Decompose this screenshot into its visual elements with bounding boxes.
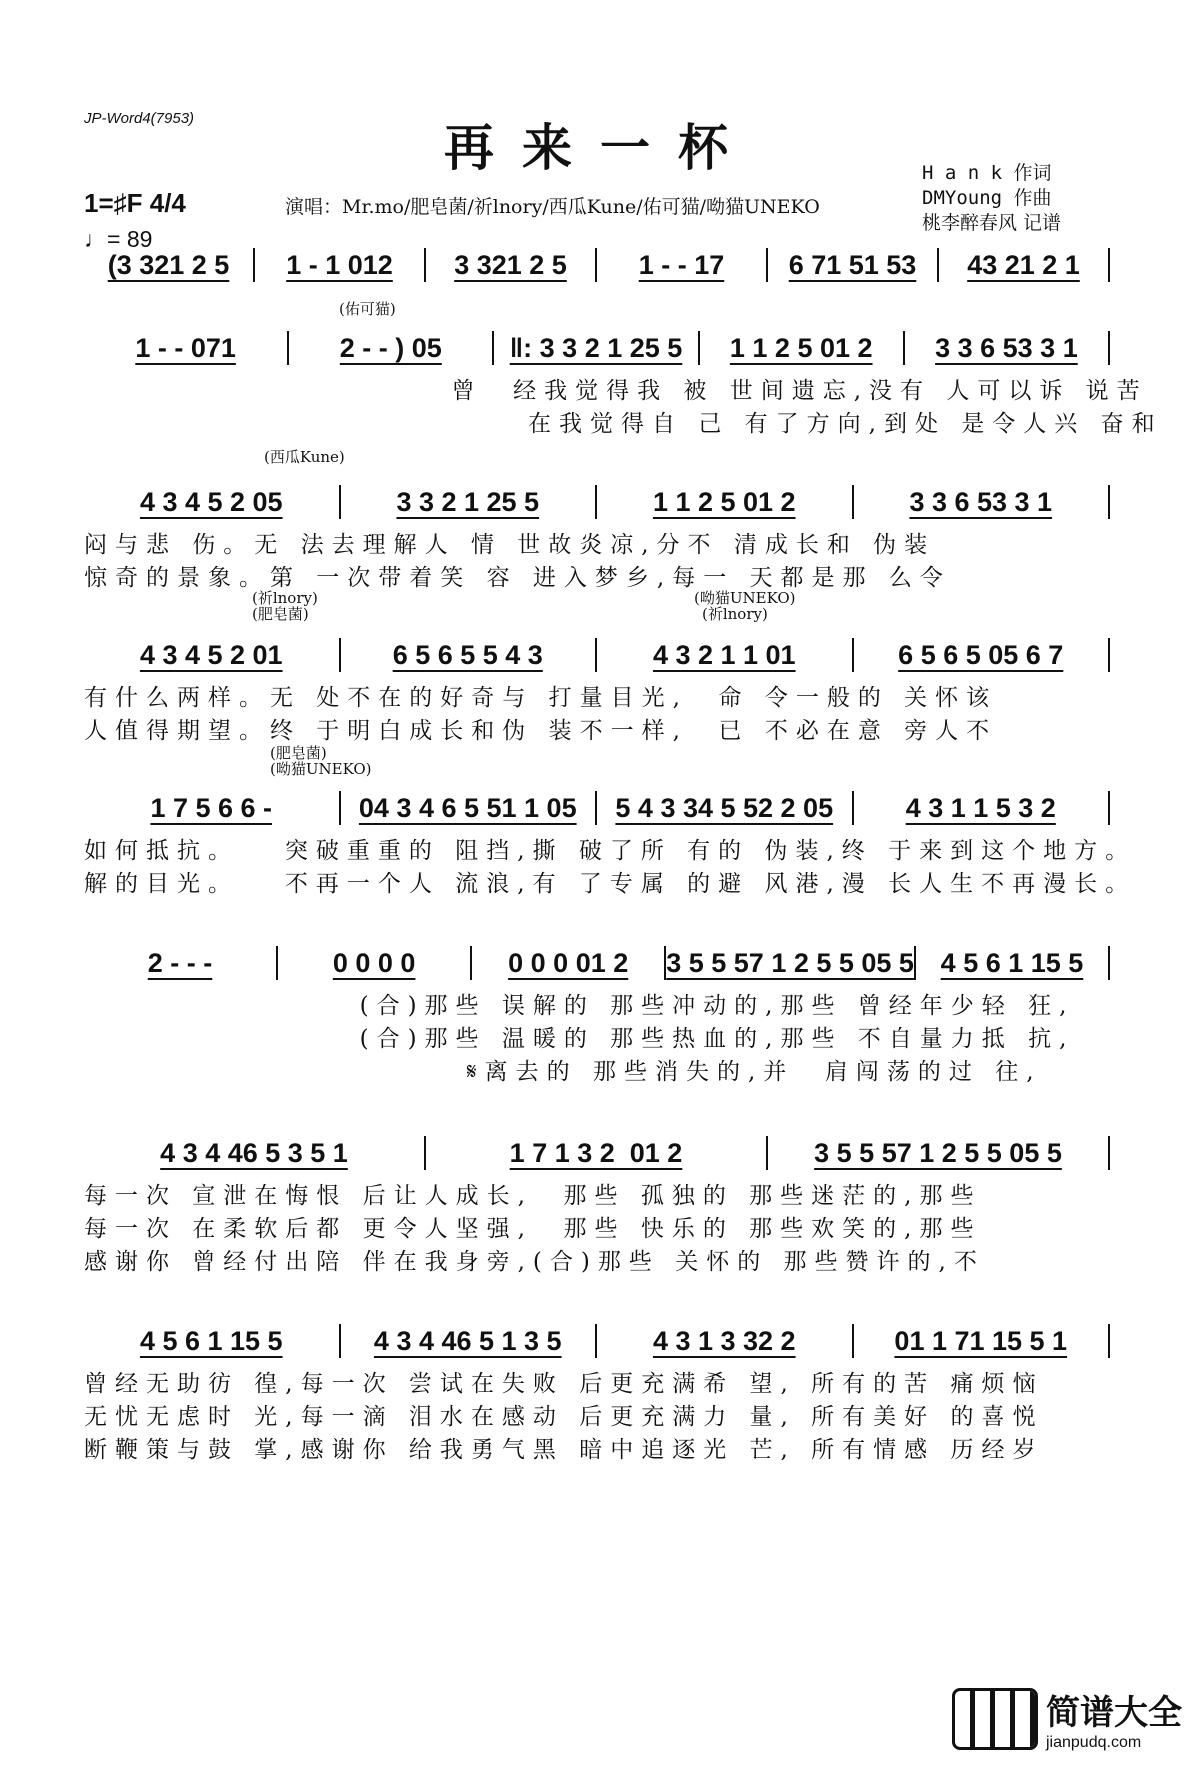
source-label: JP-Word4(7953) xyxy=(84,110,195,127)
lyric-line: 无忧无虑时 光,每一滴 泪水在感动 后更充满力 量, 所有美好 的喜悦 xyxy=(84,1404,1044,1430)
measure: 6 5 6 5 05 6 7 xyxy=(898,639,1064,670)
measure: 4 3 4 46 5 1 3 5 xyxy=(373,1325,562,1356)
singer-annotation: (呦猫UNEKO) xyxy=(694,589,796,607)
singer-annotation: (西瓜Kune) xyxy=(264,448,345,466)
lyric-line: 如何抵抗。 突破重重的 阻挡,撕 破了所 有的 伪装,终 于来到这个地方。 xyxy=(84,838,1137,864)
score-row xyxy=(84,300,1163,437)
notation-line xyxy=(84,328,1110,368)
tempo: ♩= 89 xyxy=(84,226,153,252)
song-title: 再来一杯 xyxy=(444,118,756,177)
lyric-line: 感谢你 曾经付出陪 伴在我身旁,(合)那些 关怀的 那些赞许的,不 xyxy=(84,1249,985,1275)
bar-line xyxy=(1108,248,1110,282)
measure: 6 5 6 5 5 4 3 xyxy=(392,639,543,670)
lyric-line: 曾 经我觉得我 被 世间遗忘,没有 人可以诉 说苦 xyxy=(84,378,1148,404)
notation-line xyxy=(84,788,1110,828)
measure: 4 5 6 1 15 5 xyxy=(139,1325,283,1356)
measure: 4 3 1 3 32 2 xyxy=(652,1325,796,1356)
measure: 01 1 71 15 5 1 xyxy=(894,1325,1068,1356)
logo-url: jianpudq.com xyxy=(1046,1734,1142,1751)
score-row xyxy=(84,1133,1110,1275)
singer-annotation: (肥皂菌) xyxy=(270,744,327,762)
lyric-line: 解的目光。 不再一个人 流浪,有 了专属 的避 风港,漫 长人生不再漫长。 xyxy=(84,871,1137,897)
measure: ‖: 3 3 2 1 25 5 xyxy=(509,332,683,363)
score-row xyxy=(84,943,1110,1085)
measure: 0 0 0 0 xyxy=(332,947,416,978)
measure: 1 7 1 3 2 01 2 xyxy=(509,1137,683,1168)
measure: 1 1 2 5 01 2 xyxy=(729,332,873,363)
bar-line xyxy=(1108,791,1110,825)
score-row xyxy=(84,744,1137,897)
logo-text: 简谱大全 xyxy=(1046,1694,1182,1732)
bar-line xyxy=(1108,946,1110,980)
measure: 3 5 5 57 1 2 5 5 05 5 xyxy=(814,1137,1062,1168)
measure: 4 3 2 1 1 01 xyxy=(652,639,796,670)
singer-annotation: (肥皂菌) xyxy=(252,605,309,623)
score-row xyxy=(84,589,1110,744)
piano-icon xyxy=(952,1688,1038,1750)
site-logo xyxy=(952,1685,1182,1752)
measure: 3 5 5 57 1 2 5 5 05 5 xyxy=(666,947,914,978)
measure: 6 71 51 53 xyxy=(788,249,917,280)
notation-line xyxy=(84,1133,1110,1173)
measure: 5 4 3 34 5 52 2 05 xyxy=(615,792,834,823)
measure: 4 3 4 46 5 3 5 1 xyxy=(160,1137,348,1168)
measure: 4 3 1 1 5 3 2 xyxy=(905,792,1056,823)
lyric-line: 每一次 在柔软后都 更令人坚强, 那些 快乐的 那些欢笑的,那些 xyxy=(84,1216,982,1242)
singers: 演唱：Mr.mo/肥皂菌/祈lnory/西瓜Kune/佑可猫/呦猫UNEKO xyxy=(285,196,820,218)
lyricist: H a n k 作词 xyxy=(922,162,1052,184)
measure: 1 - 1 012 xyxy=(286,249,393,280)
notation-line xyxy=(84,482,1110,522)
measure: 43 21 2 1 xyxy=(967,249,1080,280)
notation-line xyxy=(84,635,1110,675)
measure: 1 - - 17 xyxy=(638,249,725,280)
lyric-line: (合)那些 温暖的 那些热血的,那些 不自量力抵 抗, xyxy=(84,1026,1075,1052)
lyric-line: 惊奇的景象。第 一次带着笑 容 进入梦乡,每一 天都是那 么令 xyxy=(84,565,951,591)
lyric-line: 在我觉得自 己 有了方向,到处 是令人兴 奋和 xyxy=(84,411,1163,437)
bar-line xyxy=(1108,485,1110,519)
lyric-line: 曾经无助彷 徨,每一次 尝试在失败 后更充满希 望, 所有的苦 痛烦恼 xyxy=(84,1371,1044,1397)
measure: 0 0 0 01 2 xyxy=(508,947,629,978)
measure: 04 3 4 6 5 51 1 05 xyxy=(358,792,577,823)
lyric-line: 有什么两样。无 处不在的好奇与 打量目光, 命 令一般的 关怀该 xyxy=(84,685,998,711)
composer: DMYoung 作曲 xyxy=(922,187,1052,209)
measure: 3 3 2 1 25 5 xyxy=(396,486,540,517)
score-row xyxy=(84,448,1110,591)
bar-line xyxy=(1108,638,1110,672)
lyric-line: (合)那些 误解的 那些冲动的,那些 曾经年少轻 狂, xyxy=(84,993,1075,1019)
measure: 4 3 4 5 2 05 xyxy=(139,486,283,517)
transcriber: 桃李醉春风 记谱 xyxy=(922,212,1062,234)
score-row xyxy=(84,1321,1110,1463)
measure: 4 5 6 1 15 5 xyxy=(940,947,1084,978)
singer-annotation: (呦猫UNEKO) xyxy=(270,760,372,778)
notation-line xyxy=(84,1321,1110,1361)
measure: 1 7 5 6 6 - xyxy=(150,792,273,823)
measure: (3 321 2 5 xyxy=(107,249,230,280)
bar-line xyxy=(1108,1136,1110,1170)
measure: 1 1 2 5 01 2 xyxy=(652,486,796,517)
bar-line xyxy=(1108,331,1110,365)
lyric-line: 闷与悲 伤。无 法去理解人 情 世故炎凉,分不 清成长和 伪装 xyxy=(84,532,936,558)
singer-annotation: (祈lnory) xyxy=(252,589,318,607)
score-row xyxy=(84,245,1110,285)
lyric-line: 每一次 宣泄在悔恨 后让人成长, 那些 孤独的 那些迷茫的,那些 xyxy=(84,1183,982,1209)
lyric-line: 𝄋离去的 那些消失的,并 肩闯荡的过 往, xyxy=(84,1059,1042,1085)
singer-annotation: (佑可猫) xyxy=(339,300,396,318)
key-signature: 1=♯F 4/4 xyxy=(84,188,186,218)
measure: 3 3 6 53 3 1 xyxy=(909,486,1053,517)
lyric-line: 断鞭策与鼓 掌,感谢你 给我勇气黑 暗中追逐光 芒, 所有情感 历经岁 xyxy=(84,1437,1044,1463)
measure: 2 - - - xyxy=(147,947,213,978)
notation-line xyxy=(84,245,1110,285)
measure: 3 321 2 5 xyxy=(454,249,567,280)
measure: 4 3 4 5 2 01 xyxy=(139,639,283,670)
measure: 2 - - ) 05 xyxy=(339,332,442,363)
bar-line xyxy=(1108,1324,1110,1358)
notation-line xyxy=(84,943,1110,983)
measure: 1 - - 071 xyxy=(135,332,236,363)
lyric-line: 人值得期望。终 于明白成长和伪 装不一样, 已 不必在意 旁人不 xyxy=(84,718,998,744)
measure: 3 3 6 53 3 1 xyxy=(935,332,1078,363)
singer-annotation: (祈lnory) xyxy=(702,605,768,623)
